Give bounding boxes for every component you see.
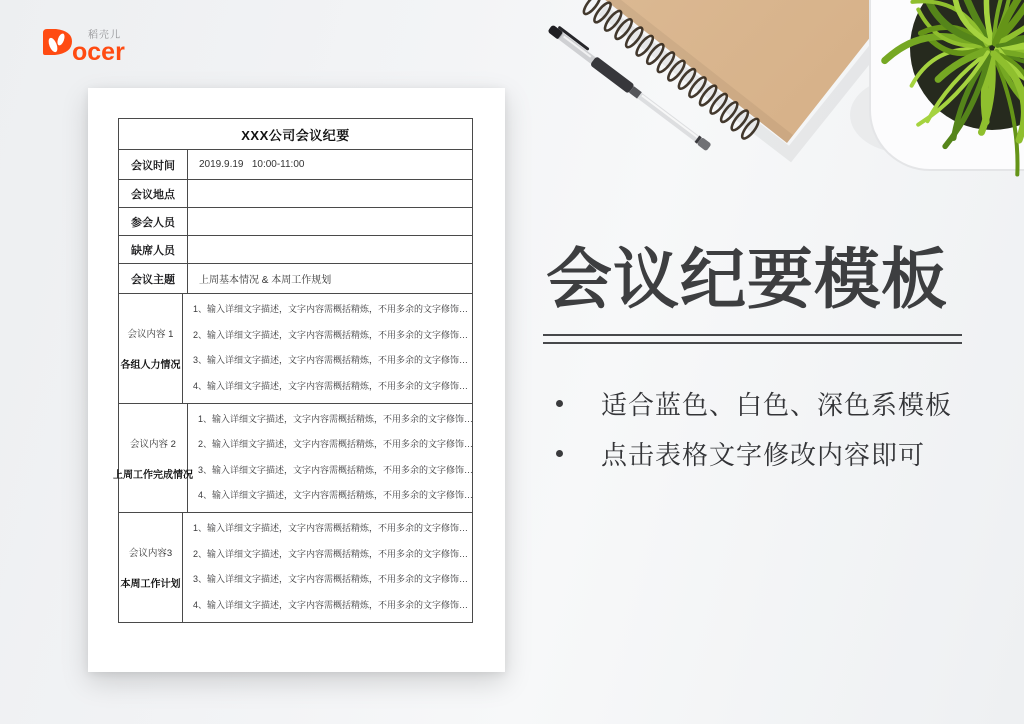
content-row-subtitle: 会议内容 2 — [130, 438, 176, 450]
item-line: 3、输入详细文字描述，文字内容需概括精炼，不用多余的文字修饰… — [192, 355, 468, 366]
bullet-dot-icon — [556, 450, 563, 457]
item-line: 2、输入详细文字描述，文字内容需概括精炼，不用多余的文字修饰… — [198, 439, 474, 450]
row-label: 会议时间 — [119, 150, 188, 179]
table-row-absentees — [119, 235, 472, 263]
docer-wordmark: ocer — [72, 38, 125, 66]
row-label — [119, 294, 183, 403]
row-label — [119, 513, 183, 622]
plant-pot — [870, 0, 1024, 170]
item-line: 3、输入详细文字描述，文字内容需概括精炼，不用多余的文字修饰… — [198, 464, 474, 475]
row-value: 2019.9.19 10:00-11:00 — [199, 159, 305, 170]
item-line: 4、输入详细文字描述，文字内容需概括精炼，不用多余的文字修饰… — [192, 380, 468, 391]
docer-chinese-name: 稻壳儿 — [88, 30, 121, 41]
table-row-content-3 — [119, 512, 472, 622]
row-value — [188, 208, 472, 235]
bullet-dot-icon — [556, 400, 563, 407]
gel-pen — [547, 22, 714, 152]
bullet-text: 适合蓝色、白色、深色系模板 — [601, 390, 953, 420]
item-line: 1、输入详细文字描述，文字内容需概括精炼，不用多余的文字修饰… — [192, 523, 468, 534]
item-line: 3、输入详细文字描述，文字内容需概括精炼，不用多余的文字修饰… — [192, 574, 468, 585]
row-items — [183, 294, 472, 403]
table-row-meeting-time — [119, 149, 472, 179]
table-row-topic — [119, 263, 472, 293]
row-label: 参会人员 — [119, 208, 188, 235]
item-line: 2、输入详细文字描述，文字内容需概括精炼，不用多余的文字修饰… — [192, 329, 468, 340]
meeting-minutes-table — [113, 118, 474, 623]
row-label: 会议主题 — [119, 264, 188, 293]
table-row-content-1 — [119, 293, 472, 403]
double-rule-divider — [543, 334, 962, 344]
row-items — [188, 404, 477, 513]
docer-logo[interactable] — [40, 24, 150, 70]
row-label — [113, 404, 193, 513]
page-title: 会议纪要模板 — [546, 242, 948, 316]
item-line: 4、输入详细文字描述，文字内容需概括精炼，不用多余的文字修饰… — [192, 599, 468, 610]
bullet-text: 点击表格文字修改内容即可 — [601, 440, 926, 470]
feature-bullets — [556, 390, 952, 490]
plant-soil — [910, 0, 1024, 130]
content-row-title: 上周工作完成情况 — [113, 469, 193, 481]
table-row-content-2 — [113, 403, 474, 513]
row-value: 上周基本情况 & 本周工作规划 — [199, 275, 332, 286]
docer-leaf-icon — [40, 26, 74, 58]
document-title: XXX公司会议纪要 — [241, 127, 350, 143]
row-value — [188, 180, 472, 207]
content-row-subtitle: 会议内容 1 — [127, 328, 174, 340]
item-line: 4、输入详细文字描述，文字内容需概括精炼，不用多余的文字修饰… — [198, 490, 474, 501]
table-title-row — [119, 119, 472, 149]
spiral-notebook — [581, 0, 1024, 143]
plant-leaves-icon — [885, 0, 1024, 175]
potted-plant — [850, 0, 1024, 175]
item-line: 1、输入详细文字描述，文字内容需概括精炼，不用多余的文字修饰… — [192, 304, 468, 314]
bullet-item — [556, 390, 953, 420]
row-items — [183, 513, 472, 622]
row-label: 会议地点 — [119, 180, 188, 207]
table-row-attendees — [119, 207, 472, 235]
notebook-shadow — [602, 0, 1016, 154]
content-row-title: 各组人力情况 — [120, 359, 181, 371]
item-line: 1、输入详细文字描述，文字内容需概括精炼，不用多余的文字修饰… — [198, 413, 474, 424]
row-value — [188, 236, 472, 263]
document-page — [88, 88, 505, 672]
bullet-item — [556, 440, 952, 470]
notebook-coils-icon — [581, 0, 761, 141]
item-line: 2、输入详细文字描述，文字内容需概括精炼，不用多余的文字修饰… — [192, 548, 468, 559]
pot-shadow — [850, 77, 960, 153]
content-row-subtitle: 会议内容3 — [128, 548, 173, 560]
table-row-meeting-place — [119, 179, 472, 207]
content-row-title: 本周工作计划 — [120, 579, 181, 591]
row-label: 缺席人员 — [119, 236, 188, 263]
